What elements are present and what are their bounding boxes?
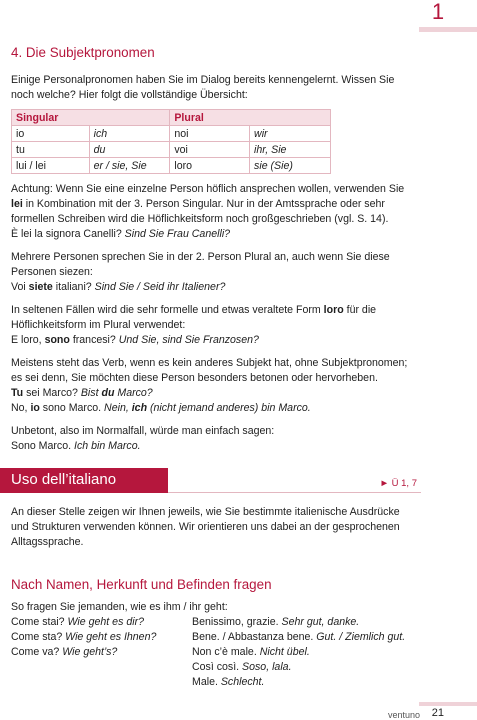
table-row bbox=[12, 158, 331, 174]
paragraph-loro bbox=[11, 303, 411, 348]
text-line: es sei denn, Sie möchten diese Person besonders betonen oder hervorheben. bbox=[11, 372, 378, 384]
bold-term: sono bbox=[44, 334, 70, 346]
answer bbox=[192, 675, 264, 690]
text-span: italiani? bbox=[52, 281, 95, 293]
answer bbox=[192, 615, 359, 630]
text-line: Alltagssprache. bbox=[11, 536, 84, 548]
text-line: An dieser Stelle zeigen wir Ihnen jeweils, wie Sie bestimmte italienische Ausdrücke bbox=[11, 506, 400, 518]
table-cell: du bbox=[89, 142, 170, 158]
table-cell: sie (Sie) bbox=[250, 158, 331, 174]
table-cell: noi bbox=[170, 126, 250, 142]
table-row bbox=[12, 142, 331, 158]
table-cell: lui / lei bbox=[12, 158, 90, 174]
text-span: Come va? bbox=[11, 646, 63, 658]
text-span: E loro, bbox=[11, 334, 45, 346]
chapter-tab-bar bbox=[419, 27, 477, 32]
text-span: in Kombination mit der 3. Person Singular. Nur in der Amtssprache oder sehr bbox=[22, 198, 385, 210]
example-german: Wie geht’s? bbox=[62, 646, 118, 658]
question bbox=[11, 675, 192, 690]
text-line: und Strukturen verwenden können. Wir orientieren uns dabei an der gesprochenen bbox=[11, 521, 400, 533]
example-german: Wie geht es dir? bbox=[67, 616, 144, 628]
text-line: Meistens steht das Verb, wenn es kein anderes Subjekt hat, ohne Subjektpronomen; bbox=[11, 357, 408, 369]
bold-term: io bbox=[30, 402, 40, 414]
table-cell: io bbox=[12, 126, 90, 142]
footer-bar bbox=[419, 702, 477, 706]
example-german: Und Sie, sind Sie Franzosen? bbox=[118, 334, 259, 346]
text-span: Male. bbox=[192, 676, 221, 688]
bold-term: Tu bbox=[11, 387, 24, 399]
table-cell: voi bbox=[170, 142, 250, 158]
example-german: Soso, lala. bbox=[242, 661, 292, 673]
text-line: Personen siezen: bbox=[11, 266, 93, 278]
question bbox=[11, 615, 192, 630]
paragraph-politeness bbox=[11, 182, 411, 242]
intro-line-2: noch welche? Hier folgt die vollständige Übersicht: bbox=[11, 89, 248, 101]
subheading: Nach Namen, Herkunft und Befinden fragen bbox=[11, 577, 272, 592]
paragraph-plural bbox=[11, 250, 411, 295]
text-span: No, bbox=[11, 402, 31, 414]
answer bbox=[192, 645, 310, 660]
text-span: Marco? bbox=[114, 387, 153, 399]
bold-term: loro bbox=[323, 304, 344, 316]
text-span: Benissimo, grazie. bbox=[192, 616, 282, 628]
dialog-row bbox=[11, 615, 431, 630]
paragraph-omission bbox=[11, 356, 411, 416]
text-line bbox=[11, 303, 411, 318]
example-line bbox=[11, 280, 411, 295]
text-span: sono Marco. bbox=[39, 402, 105, 414]
text-span: Sono Marco. bbox=[11, 440, 75, 452]
text-span: Come stai? bbox=[11, 616, 68, 628]
table-row bbox=[12, 126, 331, 142]
example-line bbox=[11, 386, 411, 401]
exercise-reference-link[interactable]: ► Ü 1, 7 bbox=[379, 478, 417, 489]
table-header-row bbox=[12, 110, 331, 126]
example-german: Sind Sie / Seid ihr Italiener? bbox=[94, 281, 226, 293]
paragraph-unstressed bbox=[11, 424, 411, 454]
example-german: Ich bin Marco. bbox=[74, 440, 141, 452]
answer bbox=[192, 660, 292, 675]
header-plural: Plural bbox=[170, 110, 331, 126]
text-span: (nicht jemand anderes) bin Marco. bbox=[147, 402, 311, 414]
text-span: francesi? bbox=[69, 334, 119, 346]
uso-banner bbox=[0, 468, 168, 493]
table-cell: ich bbox=[89, 126, 170, 142]
example-german: Wie geht es Ihnen? bbox=[65, 631, 157, 643]
uso-intro bbox=[11, 505, 421, 550]
text-span: Non c’è male. bbox=[192, 646, 260, 658]
bold-term: siete bbox=[28, 281, 53, 293]
example-german: Schlecht. bbox=[220, 676, 265, 688]
table-cell: er / sie, Sie bbox=[89, 158, 170, 174]
answer bbox=[192, 630, 405, 645]
text-span: für die bbox=[343, 304, 377, 316]
example-line bbox=[11, 401, 411, 416]
banner-divider bbox=[168, 492, 421, 493]
page-number-word: ventuno bbox=[387, 710, 420, 720]
table-cell: ihr, Sie bbox=[250, 142, 331, 158]
text-line: Achtung: Wenn Sie eine einzelne Person höflich ansprechen wollen, verwenden Sie bbox=[11, 183, 405, 195]
bold-term: lei bbox=[11, 198, 23, 210]
text-span: Così così. bbox=[192, 661, 243, 673]
chapter-number: 1 bbox=[431, 0, 445, 24]
text-line: formellen Schreiben wird die Höflichkeitsform noch großgeschrieben (vgl. S. 14). bbox=[11, 213, 389, 225]
example-german: Sind Sie Frau Canelli? bbox=[124, 228, 231, 240]
text-span: Come sta? bbox=[11, 631, 66, 643]
section-subject-pronouns bbox=[11, 44, 411, 454]
dialog-row bbox=[11, 660, 431, 675]
table-cell: wir bbox=[250, 126, 331, 142]
text-span: sei Marco? bbox=[23, 387, 81, 399]
example-line bbox=[11, 333, 411, 348]
page-number: 21 bbox=[431, 707, 444, 719]
dialog-examples bbox=[11, 600, 431, 690]
example-german: Sehr gut, danke. bbox=[281, 616, 360, 628]
bold-term: du bbox=[101, 387, 115, 399]
example-german: Nicht übel. bbox=[259, 646, 310, 658]
example-german bbox=[104, 402, 311, 414]
example-line bbox=[11, 439, 411, 454]
example-german: Gut. / Ziemlich gut. bbox=[316, 631, 406, 643]
text-span: Bist bbox=[80, 387, 102, 399]
dialog-row bbox=[11, 675, 431, 690]
text-line bbox=[11, 197, 411, 212]
text-span: In seltenen Fällen wird die sehr formelle und etwas veraltete Form bbox=[11, 304, 324, 316]
example-italian: È lei la signora Canelli? bbox=[11, 228, 125, 240]
dialog-row bbox=[11, 645, 431, 660]
uso-banner-title: Uso dell’italiano bbox=[11, 471, 117, 488]
table-cell: tu bbox=[12, 142, 90, 158]
text-line: Unbetont, also im Normalfall, würde man einfach sagen: bbox=[11, 425, 275, 437]
question bbox=[11, 645, 192, 660]
dialog-lead: So fragen Sie jemanden, wie es ihm / ihr geht: bbox=[11, 601, 228, 613]
example-german bbox=[81, 387, 153, 399]
header-singular: Singular bbox=[12, 110, 170, 126]
text-line: Mehrere Personen sprechen Sie in der 2. Person Plural an, auch wenn Sie diese bbox=[11, 251, 390, 263]
text-span: Nein, bbox=[104, 402, 132, 414]
dialog-row bbox=[11, 630, 431, 645]
example-line bbox=[11, 227, 411, 242]
text-span: Voi bbox=[11, 281, 29, 293]
text-line: Höflichkeitsform im Plural verwendet: bbox=[11, 319, 186, 331]
question bbox=[11, 660, 192, 675]
section-title: 4. Die Subjektpronomen bbox=[11, 45, 155, 60]
table-cell: loro bbox=[170, 158, 250, 174]
bold-term: ich bbox=[131, 402, 148, 414]
question bbox=[11, 630, 192, 645]
intro-line-1: Einige Personalpronomen haben Sie im Dialog bereits kennengelernt. Wissen Sie bbox=[11, 74, 395, 86]
pronoun-table bbox=[11, 109, 331, 174]
text-span: Bene. / Abbastanza bene. bbox=[192, 631, 317, 643]
